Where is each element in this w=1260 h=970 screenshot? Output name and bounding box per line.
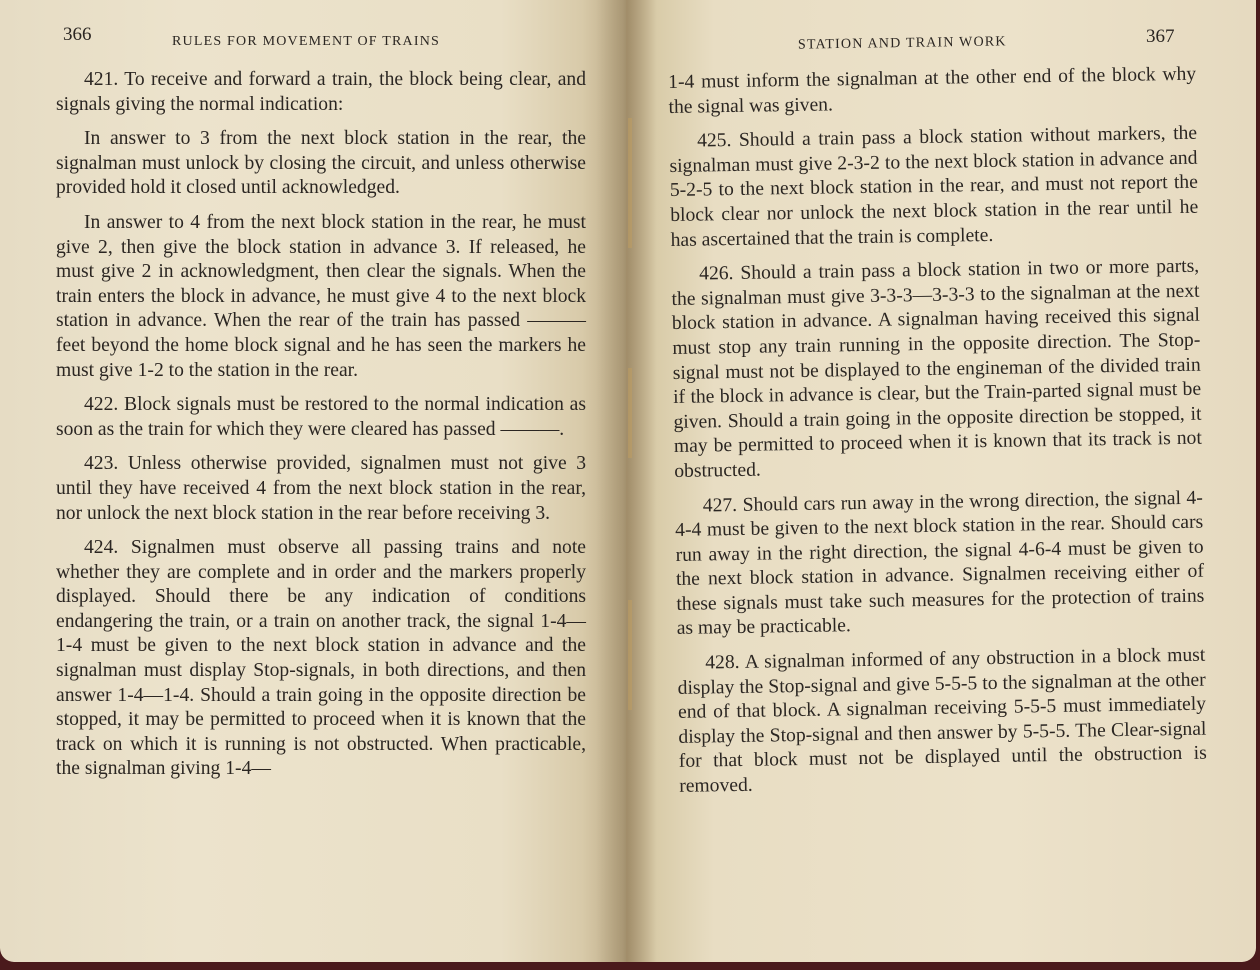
rule-427: 427. Should cars run away in the wrong direction, the signal 4-4-4 must be given to the next block station in the rear. Should cars run away in the right direction, the signal 4-6-4 must be given to the next block station in advance. Signalmen receiving either of these signals must take such measures for the protection of trains as may be practicable. <box>675 487 1205 640</box>
rule-428: 428. A signalman informed of any obstruction in a block must display the Stop-signal and give 5-5-5 to the signalman at the other end of that block. A signalman receiving 5-5-5 must immediately display the Stop-signal and then answer by 5-5-5. The Clear-signal for that block must not be displayed until the obstruction is removed. <box>677 644 1207 797</box>
page-number-right: 367 <box>1146 26 1175 47</box>
rule-422: 422. Block signals must be restored to the normal indication as soon as the train for which they were cleared has passed ———. <box>56 394 586 440</box>
rule-421: 421. To receive and forward a train, the block being clear, and signals giving the normal indication: <box>56 69 586 115</box>
rule-426: 426. Should a train pass a block station in two or more parts, the signalman must give 3-3-3—3-3-3 to the signalman at the next block station in advance. A signalman having received this signal must stop any train running in the opposite direction. The Stop-signal must not be displayed to the engineman of the divided train if the block in advance is clear, but the Train-parted signal must be given. Should a train going in the opposite direction be stopped, it may be permitted to proceed when it is known that its track is not obstructed. <box>671 255 1203 482</box>
rule-425: 425. Should a train pass a block station without markers, the signalman must give 2-3-2 to the next block station in advance and 5-2-5 to the next block station in the rear, and must not report the block clear nor unlock the next block station in the rear until he has ascertained that the train is complete. <box>669 122 1199 251</box>
running-head-right: STATION AND TRAIN WORK <box>797 34 1007 53</box>
rule-421-part-b: In answer to 4 from the next block station in the rear, he must give 2, then give the block station in advance 3. If released, he must give 2 in acknowledgment, then clear the signals. When the train enters the block in advance, he must give 4 to the next block station in advance. When the rear of the train has passed ——— feet beyond the home block signal and he has seen the markers he must give 1-2 to the station in the rear. <box>56 211 586 381</box>
running-head-left: RULES FOR MOVEMENT OF TRAINS <box>172 34 441 49</box>
rule-423: 423. Unless otherwise provided, signalmen must not give 3 until they have received 4 from the next block station in the rear, nor unlock the next block station in the rear before receiving 3. <box>56 453 586 524</box>
left-page-body <box>56 68 586 792</box>
right-page <box>626 0 1256 962</box>
binding-thread-mark <box>628 600 632 710</box>
rule-421-part-a: In answer to 3 from the next block station in the rear, the signalman must unlock by closing the circuit, and unless otherwise provided hold it closed until acknowledged. <box>56 128 586 199</box>
left-page <box>0 0 626 962</box>
page-number-left: 366 <box>63 24 92 45</box>
rule-424: 424. Signalmen must observe all passing trains and note whether they are complete and in order and the markers properly displayed. Should there be any indication of conditions endangering the train, or a train on another track, the signal 1-4—1-4 must be given to the next block station in advance and the signalman must display Stop-signals, in both directions, and then answer 1-4—1-4. Should a train going in the opposite direction be stopped, it may be permitted to proceed when it is known that the track on which it is running is not obstructed. When practicable, the signalman giving 1-4— <box>56 537 586 780</box>
right-page-body <box>668 63 1208 810</box>
binding-thread-mark <box>628 368 632 458</box>
binding-thread-mark <box>628 118 632 248</box>
rule-424-continued: 1-4 must inform the signalman at the other end of the block why the signal was given. <box>668 63 1197 118</box>
